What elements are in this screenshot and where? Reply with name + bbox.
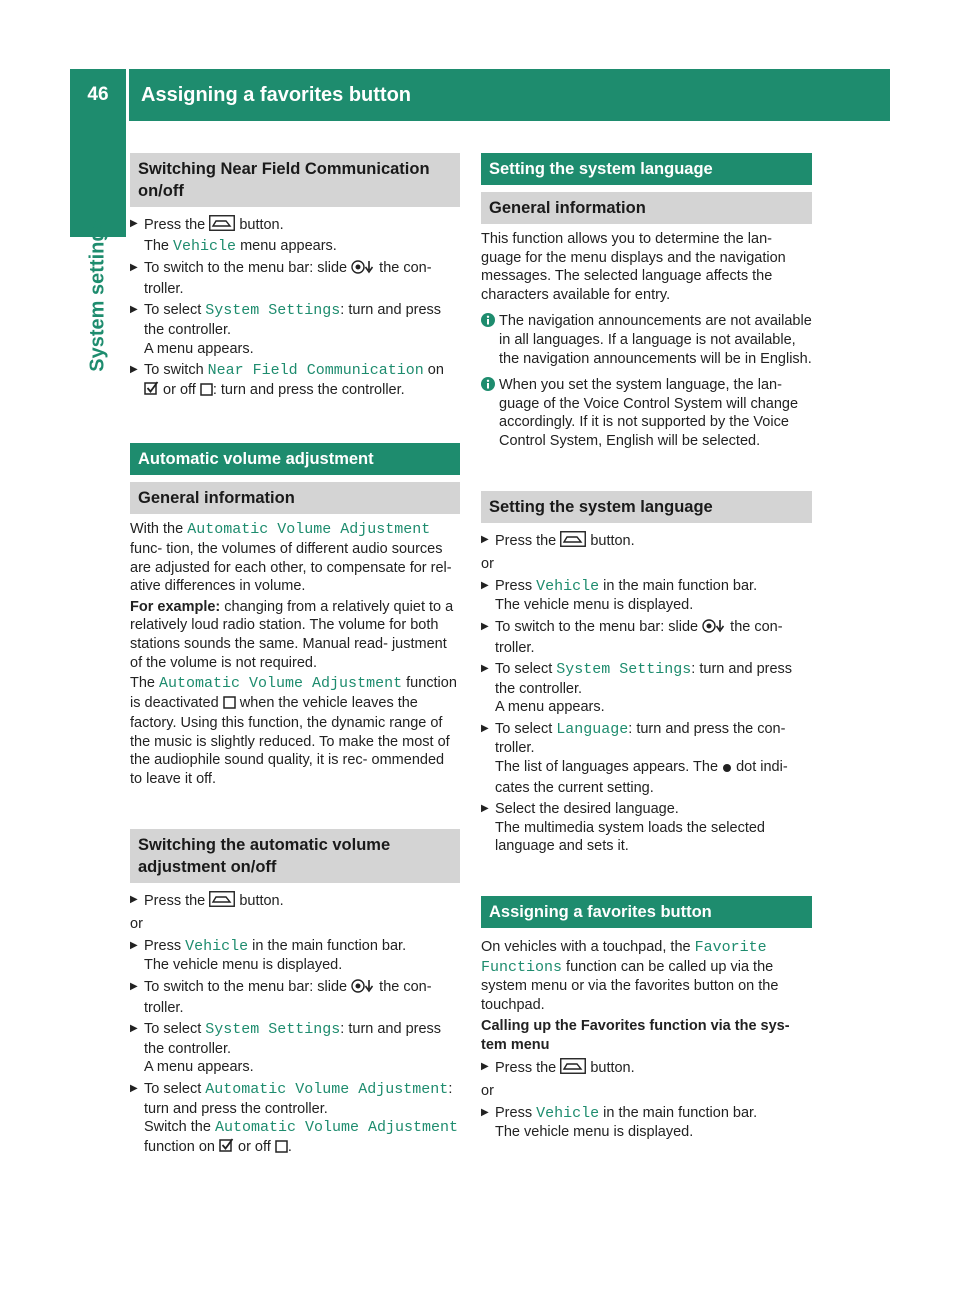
step-text: To select: [495, 720, 553, 737]
paragraph-text: func- tion, the volumes of different audio sources are adjusted for each other, to compensate for rel- ative differences in volume.: [130, 540, 452, 595]
vehicle-label: Vehicle: [173, 237, 237, 255]
controller-slide-icon: [351, 260, 375, 280]
step-text: menu appears.: [240, 237, 337, 254]
paragraph-text: when the vehicle leaves the factory. Using this function, the dynamic range of the music is slightly reduced. To make the most of the audiophile sound quality, it is rec- ommended to leave it off.: [130, 694, 450, 788]
step: [481, 800, 812, 856]
left-column: [130, 153, 460, 1158]
step-text: Press the: [144, 892, 206, 909]
info-text: When you set the system language, the lan- guage of the Voice Control System will change accordingly. If it is not supported by the Voice Control System, English will be selected.: [499, 377, 799, 449]
step-text: To switch to the menu bar: slide: [144, 260, 348, 277]
or-text: or: [481, 556, 494, 573]
step-text: Switch the: [144, 1119, 211, 1136]
checkbox-empty-icon: [223, 696, 236, 715]
step-text: The vehicle menu is displayed.: [144, 957, 343, 974]
paragraph-text: On vehicles with a touchpad, the: [481, 939, 691, 956]
paragraph-text: function can be called up via the system menu or via the favorites button on the touchpad.: [481, 958, 779, 1013]
checkbox-checked-icon: [144, 381, 159, 402]
step-text: button.: [239, 217, 284, 233]
checkbox-empty-icon: [200, 383, 213, 402]
step-text: Press: [495, 577, 533, 594]
paragraph: [481, 938, 812, 1014]
step: [130, 361, 460, 401]
step-text: To switch to the menu bar: slide: [495, 618, 699, 635]
step-text: button.: [239, 892, 284, 909]
step-text: To select: [144, 302, 202, 319]
right-column: [481, 153, 812, 1142]
step: [130, 301, 460, 358]
info-icon: [481, 313, 495, 333]
step-text: The vehicle menu is displayed.: [495, 1124, 694, 1141]
header-title: Assigning a favorites button: [141, 83, 412, 106]
paragraph-text: function is deactivated: [130, 675, 457, 711]
section-bar-system-language: Setting the system language: [481, 153, 812, 185]
checkbox-checked-icon: [219, 1138, 234, 1159]
step-text: the con- troller.: [144, 979, 432, 1016]
step: [481, 1104, 812, 1142]
paragraph-text: changing from a relatively quiet to a relatively loud radio station. The volume for both stations sounds the same. Manual read- justment of the volume is not required.: [130, 598, 454, 671]
step-text: To select: [495, 661, 553, 678]
section-heading-nfc: Switching Near Field Communication on/off: [130, 153, 460, 207]
vehicle-label: Vehicle: [536, 577, 600, 595]
controller-slide-icon: [702, 619, 726, 639]
section-bar-auto-volume: Automatic volume adjustment: [130, 443, 460, 475]
bold-label: For example:: [130, 598, 221, 615]
step-text: on: [427, 362, 444, 379]
step-text: A menu appears.: [495, 699, 605, 716]
section-bar-favorites: Assigning a favorites button: [481, 896, 812, 928]
section-heading-system-language: Setting the system language: [481, 491, 812, 523]
paragraph: [130, 674, 460, 789]
step-text: Select the desired language.: [495, 801, 679, 818]
page-number: 46: [87, 84, 109, 105]
ava-label: Automatic Volume Adjustment: [214, 1119, 458, 1137]
step-text: function on: [144, 1138, 215, 1155]
vehicle-label: Vehicle: [185, 937, 249, 955]
system-settings-label: System Settings: [556, 661, 692, 679]
step-text: dot indi- cates the current setting.: [495, 759, 788, 796]
system-settings-label: System Settings: [205, 1021, 341, 1039]
step: [130, 215, 460, 256]
system-settings-label: System Settings: [205, 302, 341, 320]
car-button-icon: [209, 891, 235, 913]
step-text: Press the: [495, 532, 557, 549]
step-text: The multimedia system loads the selected language and sets it.: [495, 819, 765, 855]
step-text: button.: [590, 1059, 635, 1076]
step: [130, 1020, 460, 1077]
step-text: Press: [495, 1104, 533, 1121]
paragraph: [130, 598, 460, 672]
step-text: or off: [238, 1138, 271, 1155]
favorite-functions-label: Favorite Functions: [481, 939, 767, 976]
step-text: the con- troller.: [144, 260, 432, 297]
step-text: Press: [144, 937, 182, 954]
step-text: the con- troller.: [495, 618, 783, 656]
step-text: To select: [144, 1081, 202, 1097]
step: [481, 577, 812, 615]
controller-slide-icon: [351, 979, 375, 999]
step-text: turn and press the controller.: [144, 1100, 328, 1117]
step: [130, 937, 460, 975]
side-label: System settings: [86, 218, 109, 372]
step-text: To switch: [144, 362, 204, 379]
ava-label: Automatic Volume Adjustment: [187, 521, 431, 539]
step-text: : turn and press the controller.: [144, 302, 442, 338]
nfc-label: Near Field Communication: [207, 362, 424, 380]
step: [130, 978, 460, 1017]
info-note: [481, 312, 812, 368]
step-text: To select: [144, 1021, 202, 1038]
section-heading-auto-volume-switch: Switching the automatic volume adjustment on/off: [130, 829, 460, 883]
language-label: Language: [556, 720, 629, 738]
step: [130, 1080, 460, 1158]
subsection-heading: General information: [481, 192, 812, 224]
paragraph-text: With the: [130, 521, 184, 538]
step-text: The: [144, 237, 169, 254]
step: [481, 618, 812, 657]
info-icon: [481, 377, 495, 397]
step: [130, 259, 460, 298]
ava-label: Automatic Volume Adjustment: [205, 1081, 449, 1098]
or-text: or: [130, 916, 143, 933]
ava-label: Automatic Volume Adjustment: [159, 675, 403, 693]
step-text: .: [287, 1138, 292, 1155]
step: [130, 891, 460, 913]
step-text: : turn and press the controller.: [212, 381, 405, 398]
or-text: or: [481, 1083, 494, 1100]
step-text: :: [448, 1081, 453, 1097]
info-note: [481, 376, 812, 450]
step: [481, 720, 812, 797]
paragraph: [130, 520, 460, 595]
checkbox-empty-icon: [275, 1140, 288, 1159]
car-button-icon: [209, 215, 235, 237]
step-text: The list of languages appears. The: [495, 759, 719, 776]
step: [481, 660, 812, 717]
step-text: : turn and press the controller.: [144, 1021, 442, 1057]
info-text: The navigation announcements are not available in all languages. If a language is not available, the navigation announcements will be in English.: [499, 313, 812, 367]
step-text: A menu appears.: [144, 1059, 254, 1076]
step-text: Press the: [144, 217, 206, 233]
step-text: A menu appears.: [144, 340, 254, 357]
step-text: To switch to the menu bar: slide: [144, 979, 348, 996]
car-button-icon: [560, 531, 586, 553]
step-text: in the main function bar.: [252, 937, 407, 954]
header-divider: [126, 69, 129, 121]
subsection-heading: General information: [130, 482, 460, 514]
step-text: : turn and press the con- troller.: [495, 720, 786, 757]
step: [481, 531, 812, 553]
paragraph: This function allows you to determine the lan- guage for the menu displays and the navigation messages. The selected language affects the characters available for entry.: [481, 231, 786, 303]
step: [481, 1058, 812, 1080]
dot-icon: [722, 760, 732, 779]
step-text: : turn and press the controller.: [495, 661, 793, 697]
paragraph-text: The: [130, 675, 155, 692]
vehicle-label: Vehicle: [536, 1104, 600, 1122]
step-text: Press the: [495, 1059, 557, 1076]
step-text: or off: [163, 381, 196, 398]
step-text: in the main function bar.: [603, 1104, 758, 1121]
step-text: button.: [590, 532, 635, 549]
car-button-icon: [560, 1058, 586, 1080]
bold-heading: Calling up the Favorites function via the sys- tem menu: [481, 1018, 790, 1053]
step-text: in the main function bar.: [603, 577, 758, 594]
step-text: The vehicle menu is displayed.: [495, 597, 694, 614]
